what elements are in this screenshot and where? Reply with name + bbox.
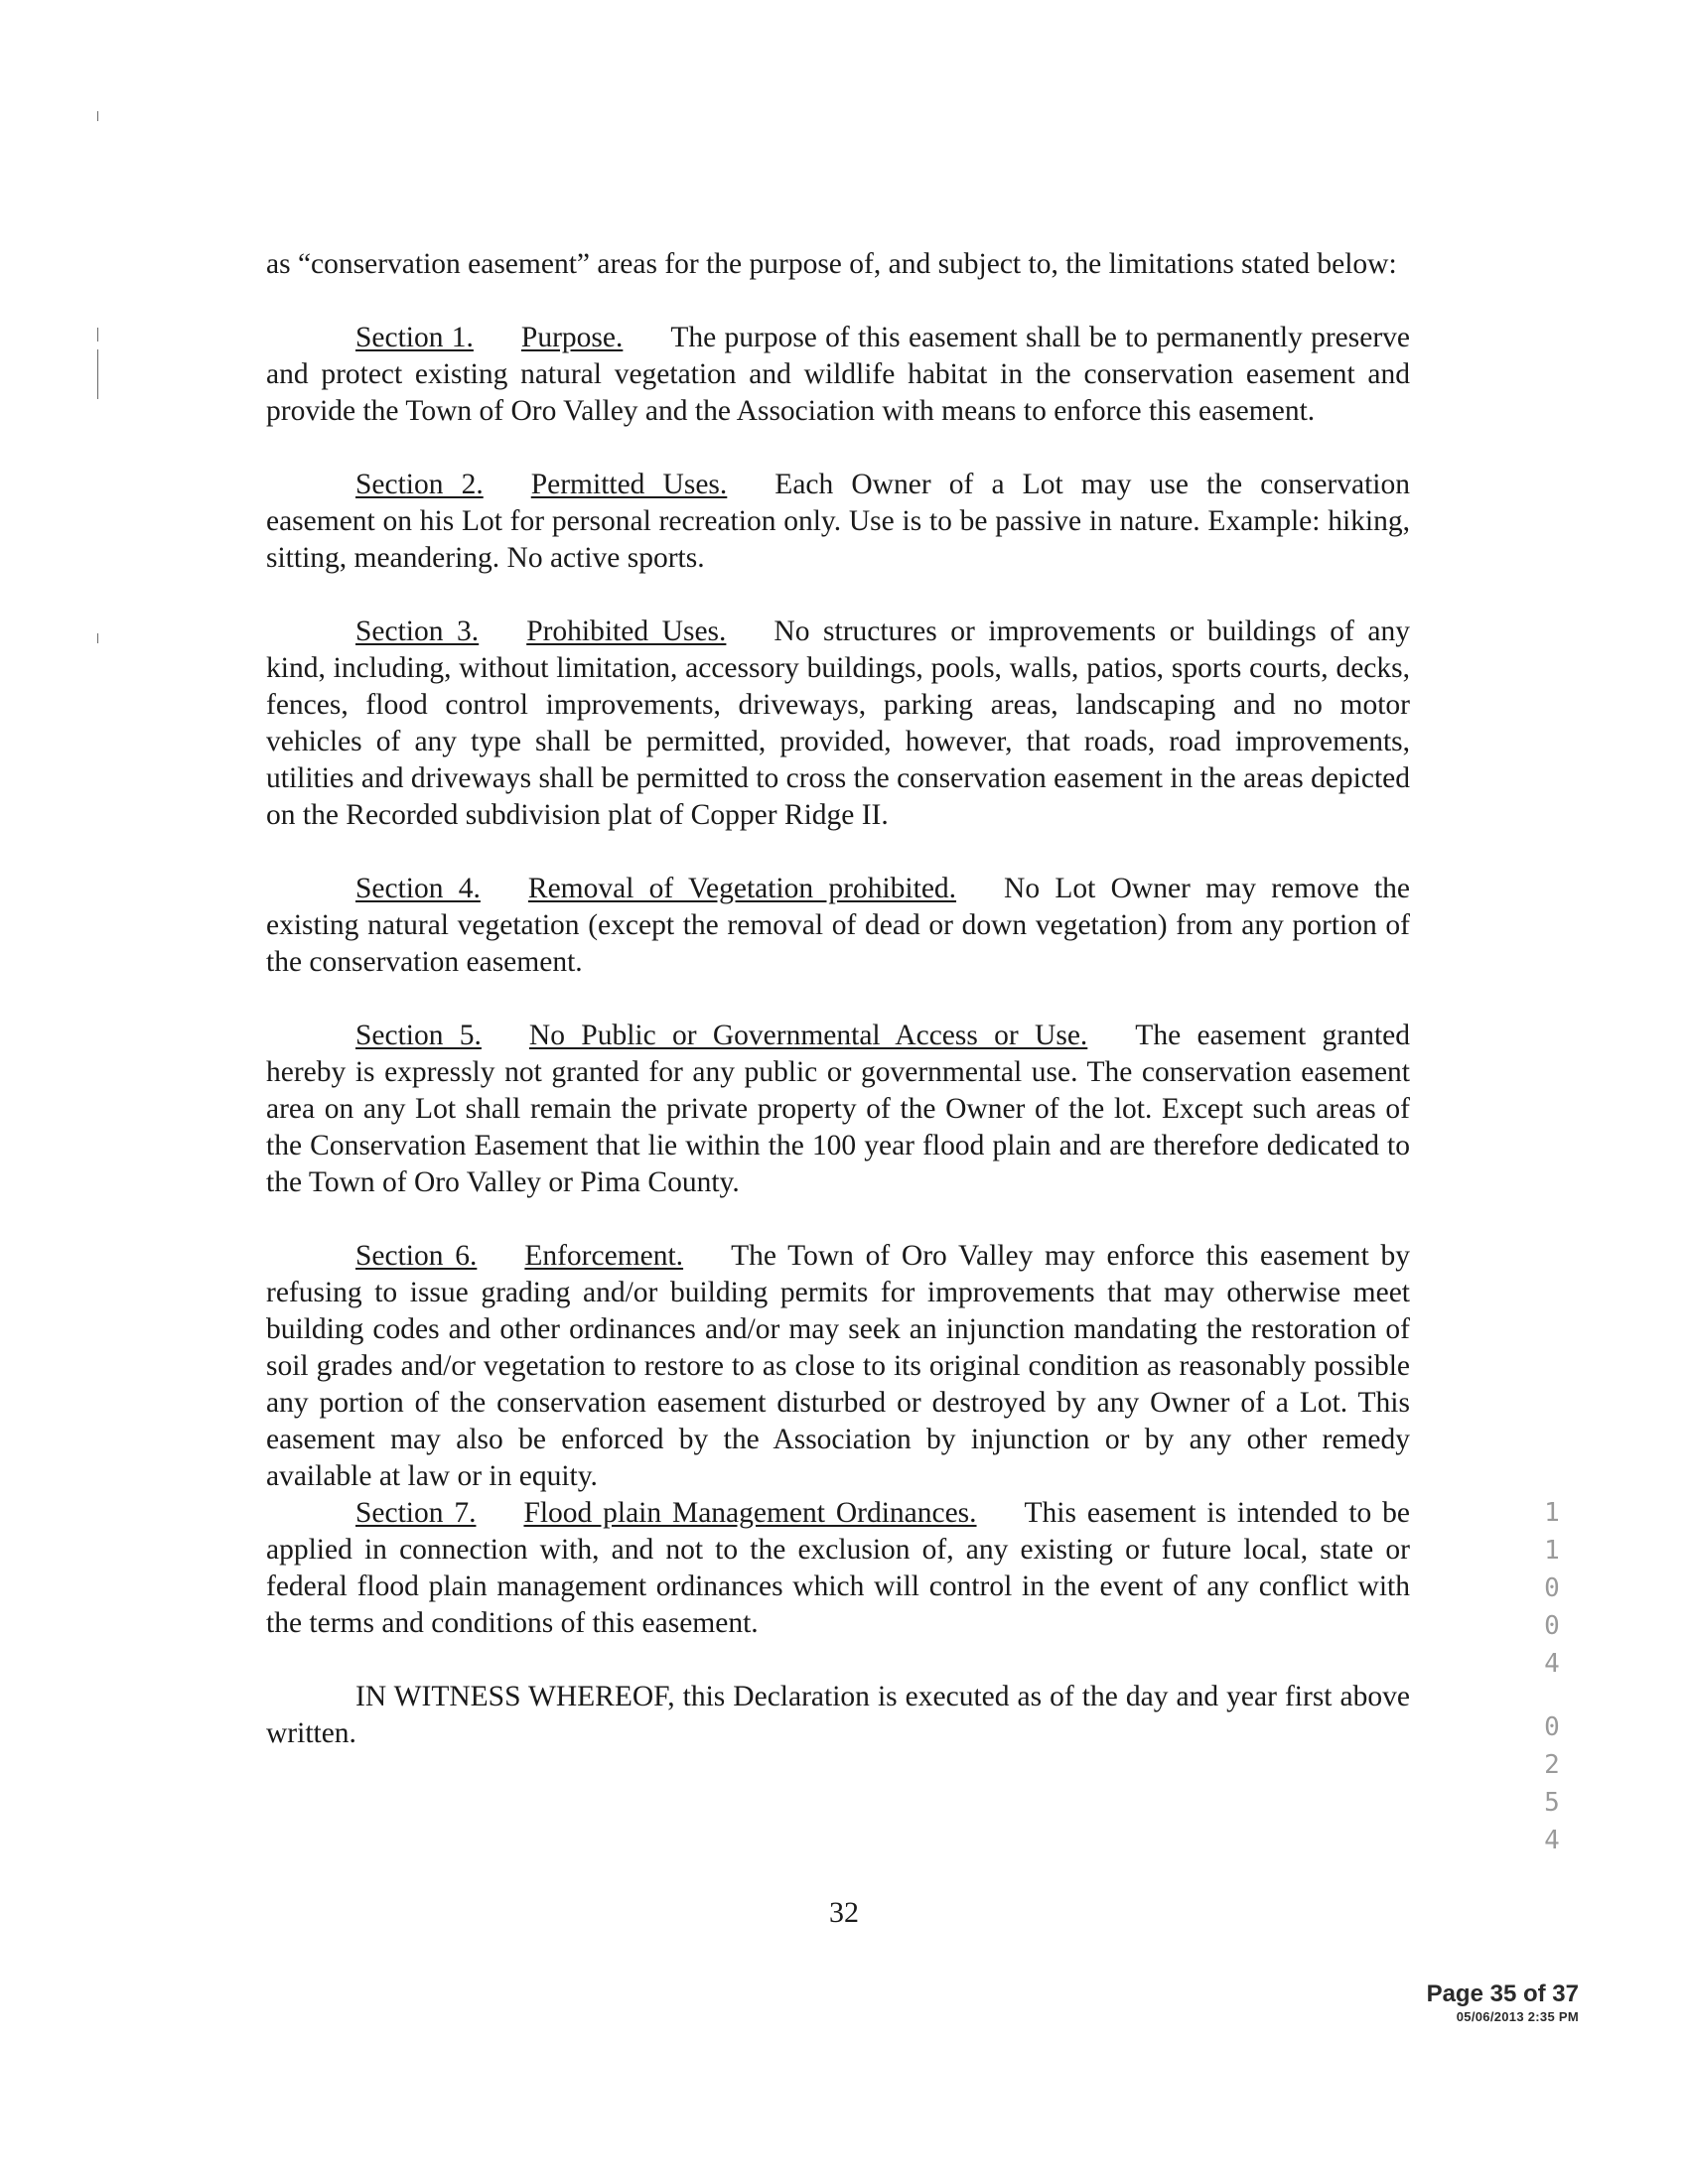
- section-5-text: The easement granted hereby is expressly not granted for any public or governmental use. The conservation easement area on any Lot shall remain the private property of the Owner of the lot. Except such areas of the Conservation Easement that lie within the 100 year flood plain and are therefore dedicated to the Town of Oro Valley or Pima County.: [266, 1020, 1410, 1198]
- recording-number-stamp: [1537, 1494, 1567, 1859]
- footer-page-count: Page 35 of 37: [1426, 1980, 1579, 2007]
- section-6-paragraph: [266, 1238, 1410, 1495]
- section-4-label: Section 4.: [355, 873, 481, 904]
- section-2-title: Permitted Uses.: [530, 469, 728, 500]
- section-1-title: Purpose.: [520, 322, 624, 353]
- section-2-text: Each Owner of a Lot may use the conservation easement on his Lot for personal recreation only. Use is to be passive in nature. Example: hiking, sitting, meandering. No active sports.: [266, 469, 1410, 574]
- section-7-title: Flood plain Management Ordinances.: [523, 1497, 977, 1529]
- scan-margin-mark: [97, 328, 98, 341]
- page-number: 32: [829, 1896, 859, 1929]
- section-3-label: Section 3.: [355, 615, 480, 647]
- section-6-title: Enforcement.: [524, 1240, 684, 1272]
- section-6-text: The Town of Oro Valley may enforce this easement by refusing to issue grading and/or building permits for improvements that may otherwise meet building codes and other ordinances and/or may seek an injunction mandating the restoration of soil grades and/or vegetation to restore to as close to its original condition as reasonably possible any portion of the conservation easement disturbed or destroyed by any Owner of a Lot. This easement may also be enforced by the Association by injunction or by any other remedy available at law or in equity.: [266, 1240, 1410, 1492]
- section-1-text: The purpose of this easement shall be to permanently preserve and protect existing natural vegetation and wildlife habitat in the conservation easement and provide the Town of Oro Valley and the Association with means to enforce this easement.: [266, 322, 1410, 427]
- witness-text: IN WITNESS WHEREOF, this Declaration is executed as of the day and year first above written.: [266, 1681, 1410, 1749]
- section-6-label: Section 6.: [355, 1240, 478, 1272]
- section-1-paragraph: [266, 320, 1410, 430]
- section-3-title: Prohibited Uses.: [526, 615, 727, 647]
- stamp-digit: 1: [1544, 1498, 1560, 1528]
- stamp-digit: 1: [1544, 1536, 1560, 1566]
- section-2-paragraph: [266, 467, 1410, 577]
- section-1-label: Section 1.: [355, 322, 474, 353]
- stamp-digit: 4: [1544, 1649, 1560, 1679]
- recorder-footer: [1427, 1980, 1579, 2026]
- section-5-paragraph: [266, 1018, 1410, 1201]
- document-body: [266, 246, 1410, 1789]
- section-4-text: No Lot Owner may remove the existing natural vegetation (except the removal of dead or down vegetation) from any portion of the conservation easement.: [266, 873, 1410, 978]
- section-3-paragraph: [266, 614, 1410, 834]
- stamp-digit: 2: [1544, 1750, 1560, 1780]
- section-2-label: Section 2.: [355, 469, 484, 500]
- stamp-digit: 5: [1544, 1788, 1560, 1818]
- section-5-title: No Public or Governmental Access or Use.: [528, 1020, 1088, 1051]
- intro-paragraph: as “conservation easement” areas for the purpose of, and subject to, the limitations stated below:: [266, 248, 1397, 280]
- scan-margin-mark: [97, 349, 98, 399]
- section-7-paragraph: [266, 1495, 1410, 1642]
- stamp-digit: 0: [1544, 1611, 1560, 1641]
- scan-margin-mark: [97, 111, 98, 121]
- section-7-text: This easement is intended to be applied in connection with, and not to the exclusion of, any existing or future local, state or federal flood plain management ordinances which will control in the event of any conflict with the terms and conditions of this easement.: [266, 1497, 1410, 1639]
- stamp-digit: 0: [1544, 1712, 1560, 1742]
- scan-margin-mark: [97, 633, 98, 643]
- stamp-digit: 4: [1544, 1826, 1560, 1855]
- section-5-label: Section 5.: [355, 1020, 482, 1051]
- stamp-digit: 0: [1544, 1573, 1560, 1603]
- section-7-label: Section 7.: [355, 1497, 477, 1529]
- section-3-text: No structures or improvements or buildings of any kind, including, without limitation, accessory buildings, pools, walls, patios, sports courts, decks, fences, flood control improvements, driveways, parking areas, landscaping and no motor vehicles of any type shall be permitted, provided, however, that roads, road improvements, utilities and driveways shall be permitted to cross the conservation easement in the areas depicted on the Recorded subdivision plat of Copper Ridge II.: [266, 615, 1410, 831]
- section-4-title: Removal of Vegetation prohibited.: [527, 873, 957, 904]
- section-4-paragraph: [266, 871, 1410, 981]
- footer-timestamp: 05/06/2013 2:35 PM: [1456, 2009, 1579, 2024]
- witness-paragraph: [266, 1679, 1410, 1752]
